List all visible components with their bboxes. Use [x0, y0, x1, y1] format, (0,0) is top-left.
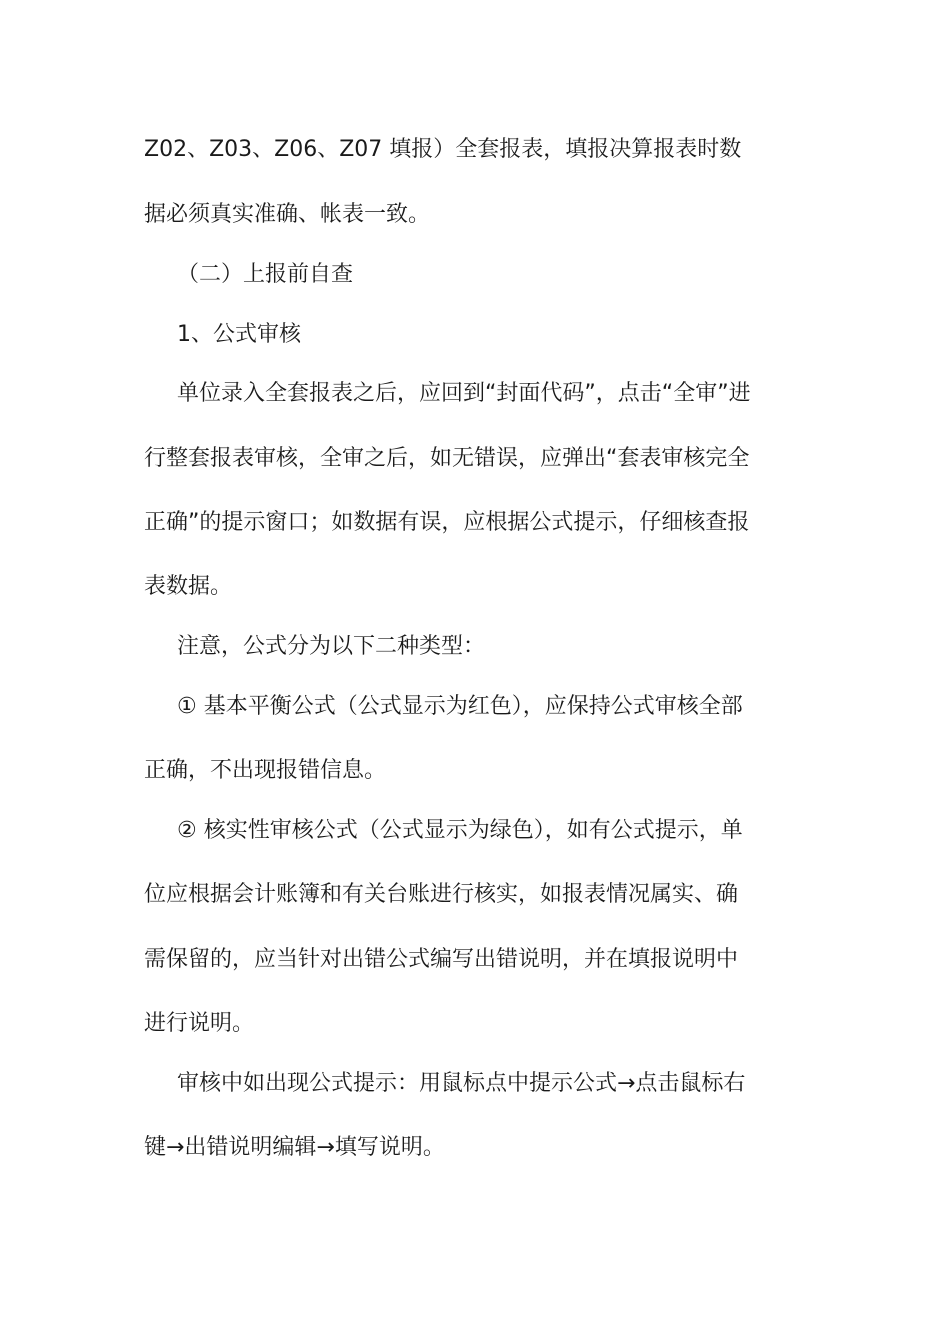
paragraph-line: 单位录入全套报表之后，应回到“封面代码”，点击“全审”进: [177, 381, 751, 406]
paragraph-line: 审核中如出现公式提示：用鼠标点中提示公式→点击鼠标右: [177, 1071, 746, 1096]
paragraph-line: 行整套报表审核，全审之后，如无错误，应弹出“套表审核完全: [144, 446, 750, 471]
paragraph-line: 键→出错说明编辑→填写说明。: [144, 1135, 445, 1160]
list-item-line: 需保留的，应当针对出错公式编写出错说明，并在填报说明中: [144, 947, 739, 972]
list-item-line: ① 基本平衡公式（公式显示为红色），应保持公式审核全部: [177, 694, 743, 719]
subsection-heading: 1、公式审核: [177, 322, 301, 347]
section-heading: （二）上报前自查: [177, 262, 354, 287]
list-item-line: 位应根据会计账簿和有关台账进行核实，如报表情况属实、确: [144, 882, 739, 907]
list-item-line: 正确，不出现报错信息。: [144, 758, 387, 783]
list-item-line: 进行说明。: [144, 1011, 255, 1036]
paragraph-line: 据必须真实准确、帐表一致。: [144, 202, 431, 227]
list-item-line: ② 核实性审核公式（公式显示为绿色），如有公式提示，单: [177, 818, 743, 843]
paragraph-line: 表数据。: [144, 574, 233, 599]
paragraph-line: Z02、Z03、Z06、Z07 填报）全套报表，填报决算报表时数: [144, 137, 742, 162]
paragraph-line: 正确”的提示窗口；如数据有误，应根据公式提示，仔细核查报: [144, 510, 750, 535]
paragraph-line: 注意，公式分为以下二种类型：: [177, 634, 486, 659]
